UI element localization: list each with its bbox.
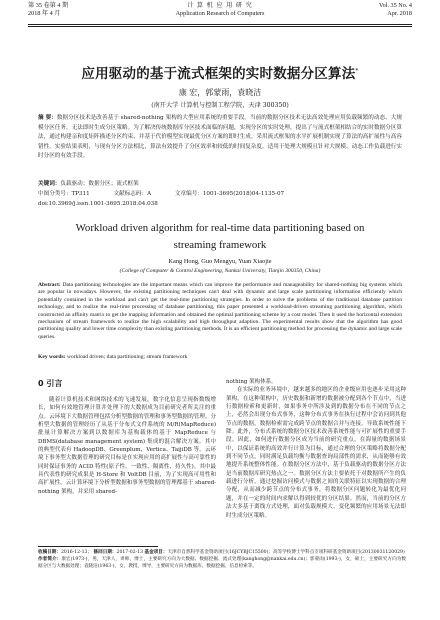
- received-label: 收稿日期：: [38, 550, 61, 555]
- header-date-cn: 2018 年 4 月: [28, 9, 61, 17]
- abstract-en-text: Data partitioning technologies are the important means which can improve the performance and manageability for shared-nothing big systems which are popular in nowadays. However, the existing partitioning techniques can't deal with dynamic and large scale partitioning information efficiently which potentially contained in the workload and can't get the real-time partitioning strategies. In order to solve the problems of the traditional database partition technology, and to realize the real-time processing of database partitioning, this paper presented a workload-driven streaming partitioning algorithm, which constructed an affinity matrix to get the mapping information and obtained the optimal partitioning scheme by a cost model. Then it used the horizontal extension mechanism of stream framework to realize the high scalability and high throughput adaption. The experimental results show that the algorithm has good partitioning quality and lower time complexity than existing partitioning methods. It is an efficient partitioning method for processing the dynamic and large scale queries.: [38, 282, 402, 340]
- keywords-cn: [38, 180, 402, 189]
- affiliation-en: (College of Computer & Control Engineering, Nankai University, Tianjin 300350, China): [119, 268, 321, 274]
- clc-number: 中图分类号：TP311: [38, 191, 90, 197]
- footnote: [38, 549, 406, 571]
- body-column-right: [226, 378, 406, 520]
- header-date-en: Apr. 2018: [387, 9, 412, 17]
- paper-title-cn-text: 应用驱动的基于流式框架的实时数据分区算法: [81, 66, 356, 82]
- header-rule-thin: [28, 26, 412, 27]
- authors-en: Kang Hong, Guo Mengyu, Yuan Xiaojie: [168, 258, 272, 265]
- header-journal-cn: 计 算 机 应 用 研 究: [187, 2, 253, 9]
- fund-text: 天津市自然科学基金资助项目(16JCYBJC15500)；高等学校博士学科点专项科研基金资助项目(20130031120029): [167, 550, 405, 555]
- body-column-left: [38, 378, 216, 496]
- section-heading-introduction: 0 引言: [38, 379, 63, 388]
- abstract-cn-label: 摘 要：: [38, 115, 57, 121]
- abstract-cn: [38, 114, 402, 162]
- keywords-en-text: workload driven; data partitioning; stream framework: [66, 354, 188, 360]
- abstract-en: [38, 282, 402, 341]
- revised-date: 2017-02-13: [116, 550, 144, 555]
- fund-label: 基金项目：: [144, 550, 168, 555]
- classification-cn: [38, 190, 402, 199]
- keywords-en-label: Key words:: [38, 354, 66, 360]
- abstract-cn-text: 数据分区技术是改善基于 shared-nothing 架构的大型应用系统的重要手段。当前的数据分区技术无法高效处理应用负载频繁的动态、大规模分区任务，无法即时生成分区策略。为了解决传统数据库分区技术面临的问题，实现分区的实时处理，提出了与流式框架相结合的实时数据分区算法，通过构建亲和度矩阵描述分区约束，并基于代价模型实现最优分区方案的即时生成。采用流式框架的水平扩展机制实现了算法的高扩展性与高容错性。实验结果表明，与现有分区方法相比，算法有效提升了分区效率和较低的时间复杂度，适用于处理大规模且针对大规模、动态工作负载进行实时分区的有效手段。: [38, 115, 402, 160]
- intro-paragraph-1: 随着计算机技术和网络技术的飞速发展，数字化信息呈现指数级增长，如何有效地管理计算并处理下的大数据成为目前研究者所关注的重点。云环境下大数据管理包括分析型数据的管理和事务型数据的管理。分析型大数据的管理经历了从基于分布式文件系统的 M/R(MapReduce) 批量计算解决方案到以数据库为基构载体的基于 MapReduce 与 DBMS(database management system) 集成的混合解决方案。其中的典型代表有 HadoopDB、Greenplum、Vertica、TaijiDB 等。云环境下事务型大数据管理的研究目标是在实现应用的高扩展性与高可靠性的同时保证事务的 ACID 特性(原子性、一致性、隔离性、持久性)。其中最具代表性的研究成果是 H-Store 和 VoltDB 目前，为了实现高可用性和高扩展性，云计算环境下分析型数据和事务型数据的管理都基于 shared-nothing 架构，并采用 shared-: [38, 397, 216, 495]
- header-volume-en: [379, 2, 412, 17]
- footnote-rule: [38, 546, 158, 547]
- keywords-en: [38, 354, 402, 361]
- affiliation-cn: (南开大学 计算机与控制工程学院，天津 300350): [151, 102, 289, 109]
- keywords-cn-label: 关键词：: [38, 181, 61, 187]
- header-journal: [28, 2, 412, 17]
- doi: doi:10.3969/j.issn.1001-3695.2018.04.038: [38, 201, 158, 207]
- keywords-cn-text: 负载驱动；数据分区；流式框架: [60, 181, 139, 187]
- running-header: [28, 2, 412, 24]
- article-number: 文章编号：1001-3695(2018)04-1135-07: [174, 191, 285, 197]
- revised-label: 修回日期：: [93, 550, 117, 555]
- title-footnote-mark: *: [355, 67, 359, 75]
- header-volume-issue: 第 35 卷第 4 期: [28, 2, 69, 9]
- bio-text: 康宏(1973-)，男，天津人，讲师，博士，主要研究方向为大数据、数据挖掘、流式处理(kanghong@nankai.edu.cn)；郭蒙雨(1993-)，女，硕士，主要研究方向为数据分区与大数据处理；袁晓洁(1963-)，女，教授，博导，主要研究方向为数据库、数据挖掘、信息检索等。: [38, 557, 406, 570]
- authors-cn: 康 宏，郭蒙雨，袁晓洁: [178, 88, 262, 97]
- received-date: 2016-12-13；: [60, 550, 93, 555]
- header-rule-thick: [28, 24, 412, 25]
- bio-label: 作者简介：: [38, 557, 62, 563]
- document-code: 文献标志码：A: [113, 191, 152, 197]
- intro-paragraph-2: 在实际的业务环境中，越来越多的地区的企业级应用也逐步采用这种架构。在这种架构中，历史数据和新增的数据被分配到各个节点中，当进行数据检索和更新时，如果事务中所涉及到的数据分布在不同的节点之上，必然会出现分布式事务，这种分布式事务在执行过程中会访问到其他节点的数据，数据检索需完成跨节点的数据合并与连接，导致系统性能下降。此外，分布式系统的数据分区技术改善系统性能与可扩展性的重要手段。因此，如何进行数据分区成为当前的研究重点。在海量的数据场景中，以保证系统的高效并行计算为目标，通过合理的分区策略将数据分配到不同节点，同时满足负载均衡与数据查询局部性的需求，从而能够有效地提升系统整体性能。在数据分区方法中，基于负载驱动的数据分区方法是当前数据库研究热点之一。数据分区方法主要依托于对数据所产生的负载进行分析，通过挖掘访问模式与数据之间的关联特征以实现数据的合理分配，从而减少跨节点的分布式事务，将数据分区问题转化为最优化问题，并在一定的时间内求解以得到较优的分区结果。然而，当前的分区方法大多基于离线方式处理，面对负载规模大、变化频繁的应用场景无法即时生成分区策略。: [226, 387, 406, 519]
- paper-title-en: Workload driven algorithm for real-time data partitioning based on streaming framework: [75, 222, 365, 251]
- abstract-en-label: Abstract:: [38, 282, 61, 288]
- paper-title-cn: [0, 62, 440, 82]
- header-vol-no: Vol. 35 No. 4: [378, 2, 412, 9]
- header-journal-en: Application Research of Computers: [175, 9, 265, 17]
- intro-continuation: nothing 架构体系。: [226, 379, 277, 385]
